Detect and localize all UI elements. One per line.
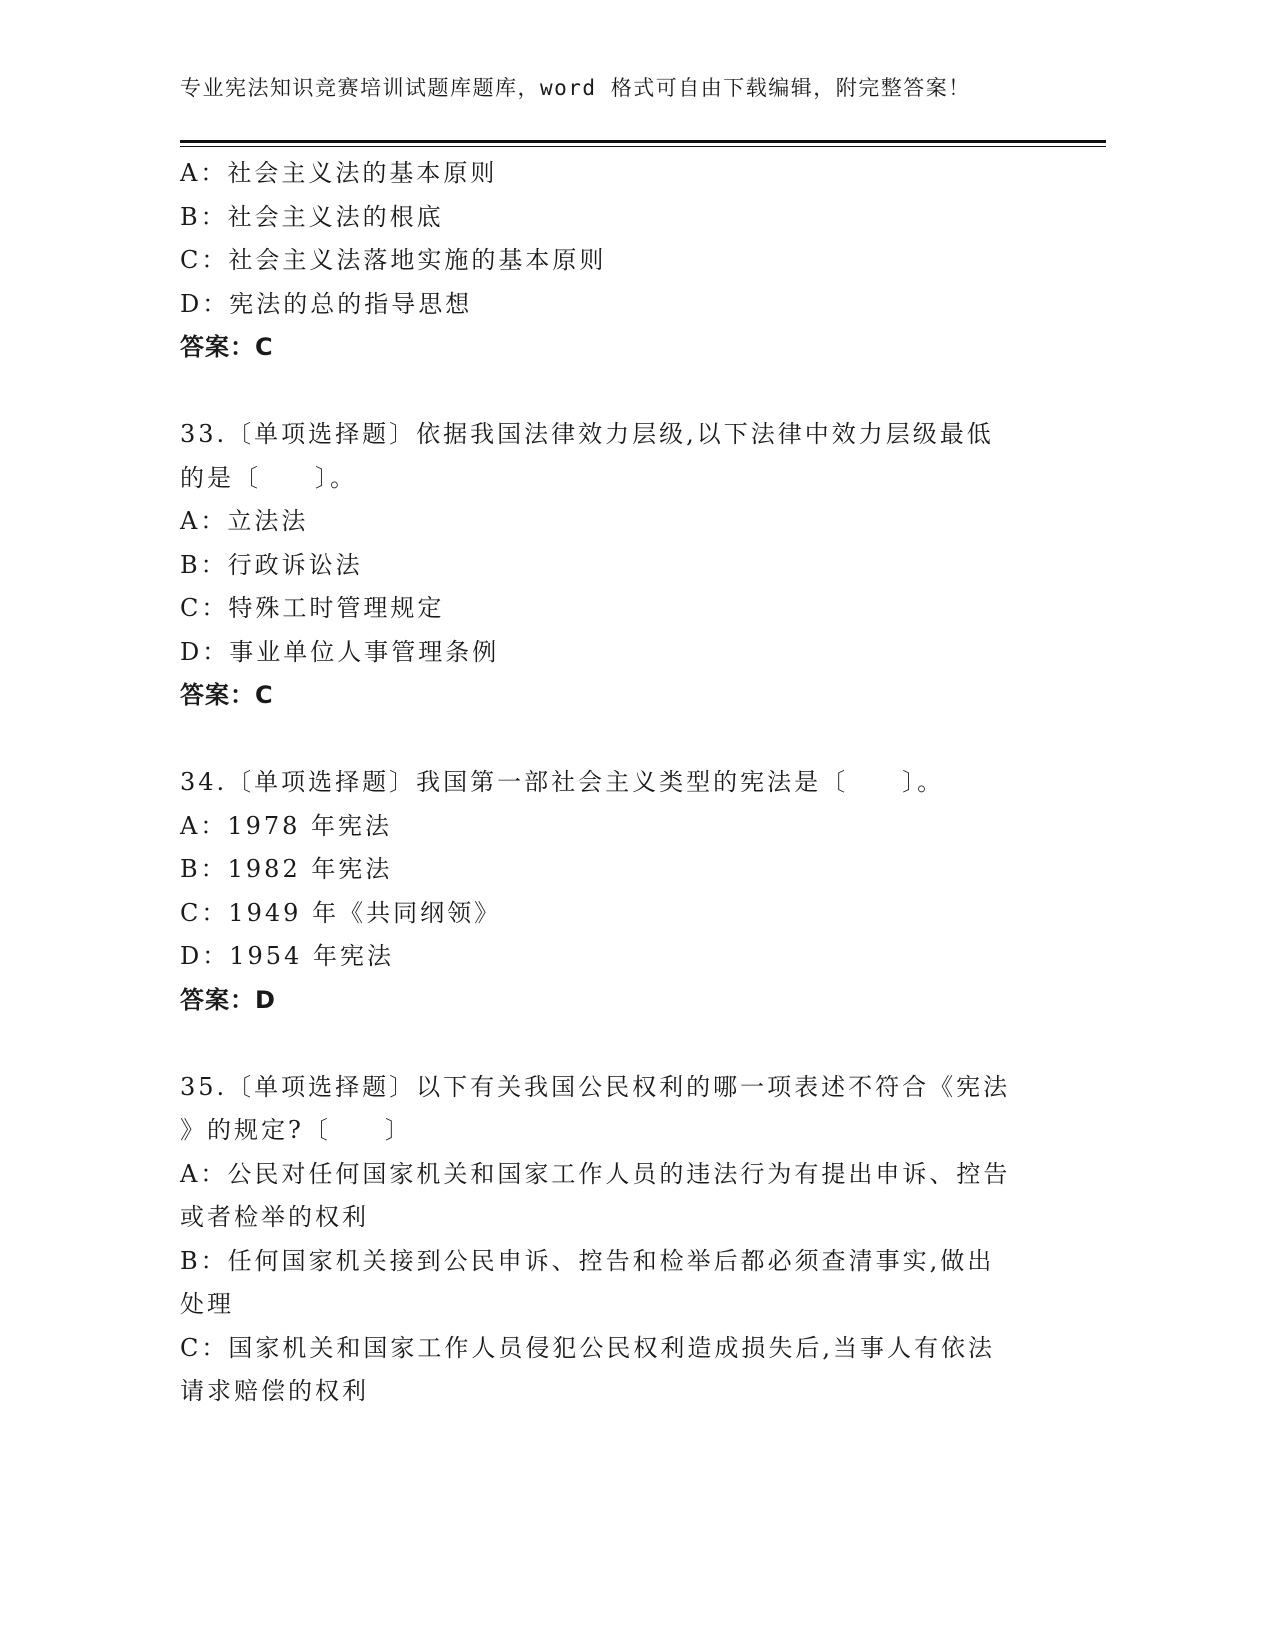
question-34 bbox=[180, 761, 1030, 1022]
spacer bbox=[180, 718, 1030, 762]
option-line: A：1978 年宪法 bbox=[180, 811, 393, 840]
option-line: B：1982 年宪法 bbox=[180, 855, 393, 883]
option-line: 或者检举的权利 bbox=[180, 1203, 369, 1231]
option-line: C：1949 年《共同纲领》 bbox=[180, 898, 502, 927]
header-rule-thick bbox=[180, 140, 1106, 143]
answer-line: 答案：C bbox=[180, 681, 274, 709]
document-header: 专业宪法知识竞赛培训试题库题库，word 格式可自由下载编辑，附完整答案！ bbox=[180, 76, 971, 100]
option-line: C：社会主义法落地实施的基本原则 bbox=[180, 246, 607, 274]
question-stem: 34.〔单项选择题〕我国第一部社会主义类型的宪法是〔 〕。 bbox=[180, 768, 945, 796]
option-line: A：社会主义法的基本原则 bbox=[180, 159, 498, 187]
option-line: B：任何国家机关接到公民申诉、控告和检举后都必须查清事实,做出 bbox=[180, 1246, 995, 1275]
header-rule-thin bbox=[180, 146, 1106, 147]
option-line: D：事业单位人事管理条例 bbox=[180, 637, 500, 666]
option-line: C：国家机关和国家工作人员侵犯公民权利造成损失后,当事人有依法 bbox=[180, 1333, 995, 1362]
option-line: A：公民对任何国家机关和国家工作人员的违法行为有提出申诉、控告 bbox=[180, 1159, 1011, 1188]
option-line: 处理 bbox=[180, 1290, 234, 1318]
option-line: 请求赔偿的权利 bbox=[180, 1377, 369, 1405]
answer-line: 答案：C bbox=[180, 333, 274, 361]
answer-line: 答案：D bbox=[180, 985, 276, 1014]
question-stem: 》的规定?〔 〕 bbox=[180, 1116, 412, 1144]
option-line: C：特殊工时管理规定 bbox=[180, 594, 445, 622]
question-stem: 33.〔单项选择题〕依据我国法律效力层级,以下法律中效力层级最低 bbox=[180, 420, 994, 448]
question-33 bbox=[180, 413, 1030, 718]
question-carryover bbox=[180, 152, 1030, 370]
option-line: D：宪法的总的指导思想 bbox=[180, 289, 473, 318]
question-stem: 35.〔单项选择题〕以下有关我国公民权利的哪一项表述不符合《宪法 bbox=[180, 1072, 1011, 1101]
option-line: A：立法法 bbox=[180, 507, 309, 535]
question-stem: 的是〔 〕。 bbox=[180, 463, 357, 492]
spacer bbox=[180, 370, 1030, 414]
spacer bbox=[180, 1022, 1030, 1066]
option-line: B：社会主义法的根底 bbox=[180, 202, 444, 231]
question-35 bbox=[180, 1066, 1030, 1414]
option-line: D：1954 年宪法 bbox=[180, 942, 394, 970]
document-body bbox=[180, 152, 1030, 1414]
option-line: B：行政诉讼法 bbox=[180, 550, 363, 579]
